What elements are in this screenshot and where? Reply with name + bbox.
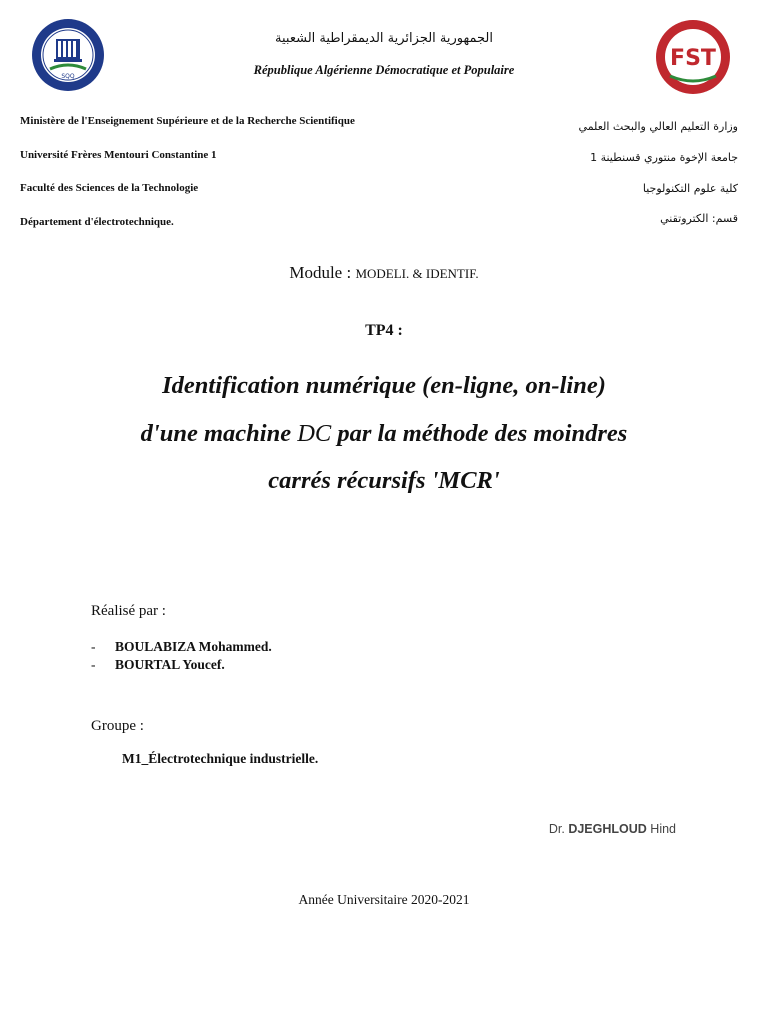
- author-name: BOULABIZA Mohammed.: [115, 639, 272, 654]
- title-line-3: carrés récursifs 'MCR': [268, 467, 500, 494]
- republic-arabic: الجمهورية الجزائرية الديمقراطية الشعبية: [275, 31, 493, 46]
- teacher-prefix: Dr.: [548, 822, 569, 836]
- title-line-2: [0, 420, 768, 448]
- author-name: BOURTAL Youcef.: [115, 657, 225, 672]
- title-line-2a: d'une machine: [140, 420, 298, 447]
- faculty-ar: كلية علوم التكنولوجيا: [642, 182, 738, 195]
- group-value: M1_Électrotechnique industrielle.: [122, 751, 319, 766]
- list-dash: -: [91, 639, 96, 654]
- university-logo-text: SQQ: [61, 73, 75, 80]
- teacher-surname: DJEGHLOUD: [568, 822, 647, 836]
- title-line-2c: par la méthode des moindres: [331, 420, 628, 447]
- department-fr: Département d'électrotechnique.: [20, 216, 174, 228]
- module-line: [0, 263, 768, 283]
- faculty-fr: Faculté des Sciences de la Technologie: [20, 182, 199, 194]
- author-item: [91, 639, 272, 655]
- academic-year: Année Universitaire 2020-2021: [298, 892, 470, 907]
- authors-label: Réalisé par :: [91, 603, 166, 619]
- university-fr: Université Frères Mentouri Constantine 1: [20, 149, 217, 161]
- university-logo: [30, 17, 106, 93]
- tp-number: TP4 :: [365, 322, 403, 339]
- module-value: MODELI. & IDENTIF.: [355, 266, 479, 281]
- title-dc: DC: [297, 420, 332, 447]
- ministry-fr: Ministère de l'Enseignement Supérieure et de la Recherche Scientifique: [20, 115, 355, 127]
- faculty-logo: [654, 18, 732, 96]
- list-dash: -: [91, 657, 96, 672]
- faculty-logo-text: FST: [670, 46, 716, 71]
- republic-french: République Algérienne Démocratique et Populaire: [253, 63, 515, 77]
- title-line-1: Identification numérique (en-ligne, on-line): [162, 372, 606, 399]
- module-label: Module: [289, 263, 343, 282]
- teacher-firstname: Hind: [646, 822, 676, 836]
- module-separator: :: [342, 263, 356, 282]
- department-ar: قسم: الكتروتقني: [660, 212, 738, 225]
- university-ar: جامعة الإخوة منتوري قسنطينة 1: [590, 151, 738, 164]
- author-item: [91, 657, 225, 673]
- group-label: Groupe :: [91, 718, 144, 734]
- teacher-name: [549, 822, 676, 836]
- ministry-ar: وزارة التعليم العالي والبحث العلمي: [578, 120, 738, 133]
